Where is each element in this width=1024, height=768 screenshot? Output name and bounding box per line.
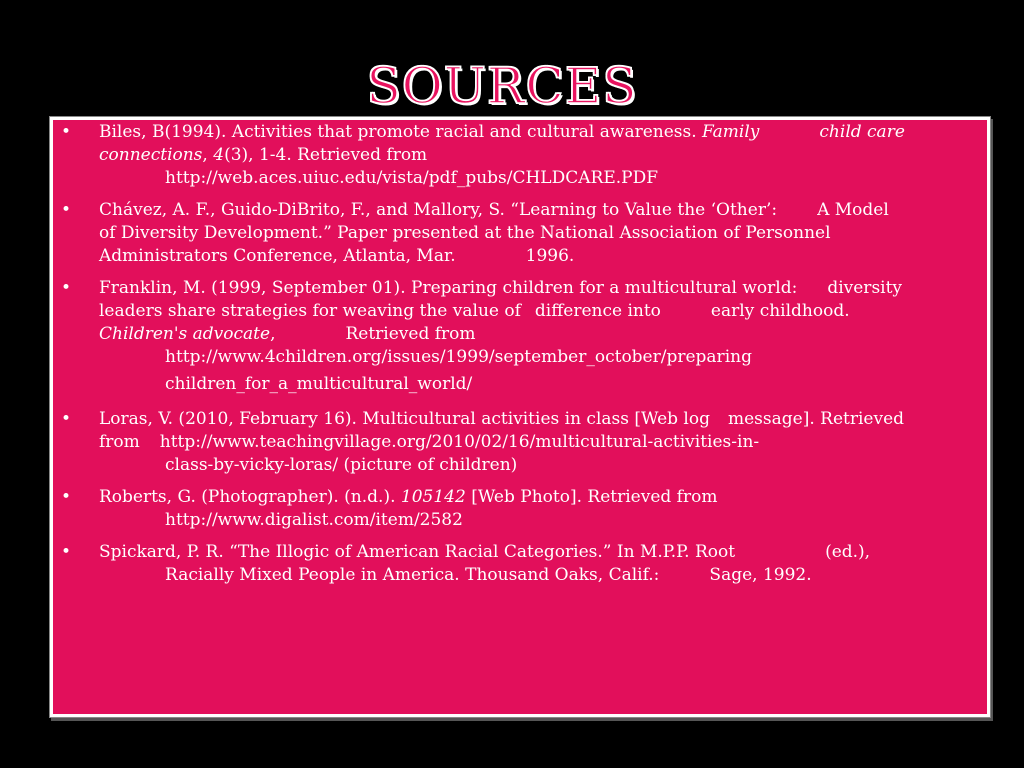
reference-line — [99, 564, 970, 587]
reference-text: diversity — [827, 278, 903, 298]
reference-text: [Web Photo]. Retrieved from — [465, 487, 718, 507]
reference-italic-text: connections — [99, 145, 203, 165]
slide-title: SOURCES — [366, 57, 638, 115]
reference-text: Biles, B(1994). Activities that promote racial and cultural awareness. — [99, 122, 703, 142]
reference-line — [99, 431, 970, 454]
reference-line — [99, 121, 970, 144]
bullet-icon: • — [60, 542, 72, 562]
reference-italic-text: 105142 — [400, 487, 466, 507]
reference-text: Sage, 1992. — [709, 565, 812, 585]
bullet-icon: • — [60, 409, 72, 429]
reference-line — [99, 486, 970, 509]
reference-line — [99, 408, 970, 431]
reference-italic-text: Children's advocate — [99, 324, 271, 344]
reference-text: Roberts, G. (Photographer). (n.d.). — [99, 487, 401, 507]
reference-line — [99, 323, 970, 346]
reference-item-roberts — [60, 486, 970, 532]
reference-line — [99, 199, 970, 222]
reference-url: http://www.4children.org/issues/1999/september_october/preparing — [165, 347, 752, 367]
reference-url: http://www.teachingvillage.org/2010/02/16/multicultural-activities-in- — [159, 432, 760, 452]
reference-text: from — [99, 432, 140, 452]
reference-text: Spickard, P. R. “The Illogic of American Racial Categories.” In M.P.P. Root — [99, 542, 736, 562]
reference-text: Racially Mixed People in America. Thousand Oaks, Calif.: — [165, 565, 660, 585]
reference-item-spickard — [60, 541, 970, 587]
bullet-icon: • — [60, 122, 72, 142]
reference-text: (ed.), — [825, 542, 871, 562]
reference-text: Chávez, A. F., Guido-DiBrito, F., and Mallory, S. “Learning to Value the ‘Other’: — [99, 200, 778, 220]
reference-line — [99, 144, 970, 167]
reference-text: A Model — [817, 200, 889, 220]
reference-item-franklin — [60, 277, 970, 399]
reference-url: class-by-vicky-loras/ (picture of children) — [165, 455, 518, 475]
reference-line — [99, 277, 970, 300]
reference-line — [99, 541, 970, 564]
bullet-icon: • — [60, 200, 72, 220]
reference-item-loras — [60, 408, 970, 477]
reference-text: Retrieved from — [345, 324, 476, 344]
reference-text: leaders share strategies for weaving the value of — [99, 301, 521, 321]
reference-text: Administrators Conference, Atlanta, Mar. — [99, 246, 456, 266]
reference-text: (3), 1-4. Retrieved from — [224, 145, 428, 165]
reference-text: early childhood. — [710, 301, 850, 321]
reference-text: , — [270, 324, 276, 344]
reference-item-chavez — [60, 199, 970, 268]
reference-line — [99, 300, 970, 323]
reference-text: Franklin, M. (1999, September 01). Preparing children for a multicultural world: — [99, 278, 798, 298]
reference-line — [99, 245, 970, 268]
reference-text: message]. Retrieved — [728, 409, 905, 429]
bullet-icon: • — [60, 278, 72, 298]
reference-text: difference into — [534, 301, 661, 321]
reference-italic-text: Family — [702, 122, 760, 142]
reference-list — [60, 121, 970, 596]
reference-text: Loras, V. (2010, February 16). Multicultural activities in class [Web log — [99, 409, 710, 429]
reference-url: http://www.digalist.com/item/2582 — [165, 510, 463, 530]
bullet-icon: • — [60, 487, 72, 507]
reference-text: 1996. — [525, 246, 575, 266]
reference-line: of Diversity Development.” Paper presented at the National Association of Personnel — [99, 223, 831, 243]
reference-italic-text: 4 — [213, 145, 225, 165]
reference-italic-text: child care — [819, 122, 905, 142]
reference-text: , — [202, 145, 214, 165]
reference-item-biles — [60, 121, 970, 190]
reference-url: http://web.aces.uiuc.edu/vista/pdf_pubs/CHLDCARE.PDF — [165, 168, 658, 188]
reference-url: children_for_a_multicultural_world/ — [165, 374, 473, 394]
